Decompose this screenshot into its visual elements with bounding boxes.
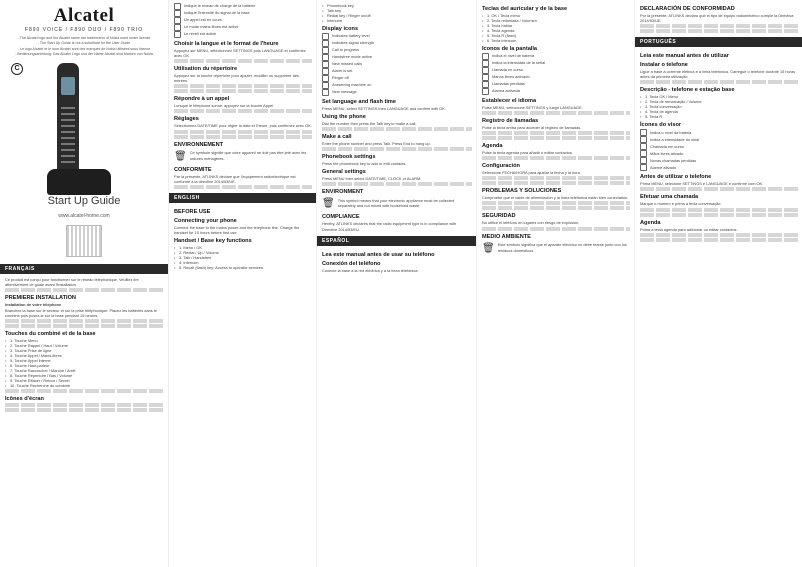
text-line	[482, 201, 630, 205]
text-line	[5, 288, 163, 292]
section-title: Registro de llamadas	[482, 118, 539, 125]
section-text: Press the phonebook key to add or edit contacts.	[322, 161, 407, 167]
section-title: Lea este manual antes de usar su teléfono	[322, 251, 435, 258]
section-title: Descrição - telefone e estação base	[640, 87, 735, 94]
icon-legend-row	[174, 10, 312, 17]
section-text: This symbol means that your electronic appliance must be collected separately and not mixed with household waste.	[337, 198, 455, 209]
speaker-icon	[640, 150, 647, 157]
text-line	[5, 408, 163, 412]
section-text: Seleccione FECHA/HORA para ajustar la fecha y la hora.	[482, 170, 581, 176]
base-illustration	[47, 169, 111, 195]
icon-description: Novas chamadas perdidas	[650, 157, 697, 163]
section-title: Agenda	[640, 219, 661, 226]
icon-legend-row	[482, 74, 630, 81]
icon-description: Answering machine on	[332, 82, 372, 88]
list-item: • Phonebook key	[322, 3, 472, 8]
section-title: ENVIRONMENT	[322, 189, 364, 196]
list-item: • 4. Touche Appel / Mains-libres	[5, 353, 163, 358]
recycle-bin-icon: 🗑	[174, 150, 187, 162]
icon-legend-row	[482, 88, 630, 95]
list-item: • 4. Tecla agenda	[482, 28, 630, 33]
section-text: Conecte la base a la red eléctrica y a la línea telefónica.	[322, 267, 419, 273]
phone-icon	[482, 67, 489, 74]
phone-icon	[640, 143, 647, 150]
list-item: • 2. Redial / Up / Volume	[174, 250, 312, 255]
text-line	[482, 156, 630, 160]
list-item: • 6. Touche Haut-parleur	[5, 363, 163, 368]
model-names: F890 VOICE / F890 DUO / F890 TRIO	[24, 27, 144, 33]
missed-call-icon	[640, 157, 647, 164]
icon-legend-row	[640, 143, 798, 150]
message-icon	[322, 89, 329, 96]
icon-description: Le réveil est activé	[184, 31, 217, 37]
website-url[interactable]: www.alcatel-home.com	[58, 212, 110, 219]
language-band-spanish: ESPAÑOL	[317, 236, 477, 246]
list-item: • 10. Touche Recherche du combiné	[5, 383, 163, 388]
text-line	[174, 135, 312, 139]
column-french-english	[168, 0, 317, 567]
icon-description: Indicates battery level	[332, 33, 370, 39]
section-text: Press MENU, select SETTINGS then LANGUAGE and confirm with OK.	[322, 106, 446, 111]
icon-description: Indique le niveau de charge de la batterie	[184, 3, 256, 9]
section-title: Touches du combiné et de la base	[5, 331, 96, 338]
list-item: • 3. Tecla hablar	[482, 23, 630, 28]
section-title: PREMIERE INSTALLATION	[5, 294, 76, 301]
missed-call-icon	[482, 81, 489, 88]
intro-text: Ce produit est conçu pour fonctionner sur le réseau téléphonique. Veuillez lire attentivement ce guide avant l'installation.	[5, 276, 139, 287]
section-text: Marque o número e prima a tecla conversação.	[640, 201, 722, 207]
section-text: Par la présente, ATLINKS déclare que l'équipement radioélectrique est conforme à la directive 2014/53/UE.	[174, 173, 296, 184]
language-band-portuguese: PORTUGUÊS	[635, 37, 802, 47]
list-item: • 2. Tecla de remarcação / Volume	[640, 99, 798, 104]
list-item: • Redial key / Ringer on/off	[322, 13, 472, 18]
icon-legend-row	[322, 89, 472, 96]
icon-description: Alarma activada	[492, 88, 520, 94]
answering-machine-icon	[322, 82, 329, 89]
text-line	[174, 59, 312, 63]
language-band-english: ENGLISH	[169, 193, 317, 203]
icon-description: Handsfree mode active	[332, 54, 373, 60]
section-title: COMPLIANCE	[322, 214, 360, 221]
text-line	[640, 187, 798, 191]
section-text: Connect the base to the mains power and the telephone line. Charge the handset for 15 hours before first use.	[174, 224, 300, 235]
icon-description: Mãos livres ativado	[650, 150, 684, 156]
text-line	[174, 185, 312, 189]
section-text: Dial the number then press the Talk key to make a call.	[322, 121, 417, 127]
section-title: Iconos de la pantalla	[482, 46, 538, 52]
section-text: Pulse la tecla agenda para añadir o editar contactos.	[482, 150, 573, 156]
section-title: Using the phone	[322, 114, 366, 121]
section-text: Prima MENU, selecione SETTINGS e LANGUAGE e confirme com OK.	[640, 181, 764, 187]
list-item: • 3. Touche Prise de ligne	[5, 348, 163, 353]
text-line	[640, 29, 798, 33]
list-item: • 5. Touche Appel interne	[5, 358, 163, 363]
legal-blurb: - Le logo Alcatel et le nom Alcatel sont des marques de Nokia utilisées sous licence	[17, 46, 151, 51]
section-title: BEFORE USE	[174, 208, 211, 215]
section-title: MEDIO AMBIENTE	[482, 233, 531, 240]
text-line	[174, 109, 312, 113]
section-title: Phonebook settings	[322, 154, 376, 161]
section-title: SEGURIDAD	[482, 213, 516, 220]
section-text: Press MENU then select DATE/TIME, CLOCK or ALARM.	[322, 176, 422, 182]
section-text: Hereby, ATLINKS declares that the radio equipment type is in compliance with Directive 2014/53/EU.	[322, 221, 457, 232]
section-text: Sélectionnez DATE/TIME pour régler la date et l'heure, puis confirmez avec OK.	[174, 123, 312, 129]
section-title: Make a call	[322, 134, 352, 141]
speaker-icon	[174, 24, 181, 31]
text-line	[640, 238, 798, 242]
icon-description: Indicates signal strength	[332, 40, 374, 46]
battery-icon	[174, 3, 181, 10]
text-line	[482, 131, 630, 135]
recycling-note	[482, 241, 630, 256]
text-line	[640, 208, 798, 212]
phone-icon	[174, 17, 181, 24]
icon-description: Chamada em curso	[650, 143, 684, 149]
battery-icon	[482, 53, 489, 60]
icon-legend-row	[322, 68, 472, 75]
text-line	[174, 89, 312, 93]
text-line	[174, 84, 312, 88]
guide-title: Start Up Guide	[47, 194, 121, 207]
ce-mark-icon: C	[11, 63, 23, 75]
text-line	[482, 136, 630, 140]
list-item: • 7. Touche Raccrocher / Marche / Arrêt	[5, 368, 163, 373]
text-line	[482, 227, 630, 231]
icon-description: Call in progress	[332, 47, 360, 53]
icon-legend-row	[322, 61, 472, 68]
section-title: Teclas del auricular y de la base	[482, 6, 568, 12]
section-title: Répondre à un appel	[174, 96, 230, 103]
section-title: Set language and flash time	[322, 99, 396, 105]
section-title: Choisir la langue et le format de l'heure	[174, 41, 279, 47]
icon-description: Manos libres activado	[492, 74, 530, 80]
section-text: Ce symbole signifie que votre appareil ne doit pas être jeté avec les ordures ménagères.	[189, 150, 307, 161]
icon-legend-row	[174, 3, 312, 10]
icon-description: Indica la intensidad de la señal	[492, 60, 546, 66]
legal-blurb: - Bedienungsanleitung: Das Alcatel Logo und der Name Alcatel sind Marken von Nokia	[15, 52, 153, 57]
icon-legend-row	[322, 82, 472, 89]
list-item: • 2. Touche Rappel / Haut / Volume	[5, 343, 163, 348]
icon-legend-row	[640, 164, 798, 171]
icon-legend-row	[640, 150, 798, 157]
list-item: • Intercom	[322, 18, 472, 23]
list-item: • 4. Intercom	[174, 260, 312, 265]
icon-description: Le mode mains libres est activé	[184, 24, 239, 30]
text-line	[640, 213, 798, 217]
section-text: Lorsque le téléphone sonne, appuyez sur la touche Appel.	[174, 103, 275, 109]
icon-description: New missed calls	[332, 61, 363, 67]
list-item: • 4. Tecla de agenda	[640, 109, 798, 114]
section-title: Configuración	[482, 163, 520, 170]
icon-legend-row	[640, 136, 798, 143]
list-item: • 2. Tecla rellamada / Volumen	[482, 18, 630, 23]
section-title: Leia este manual antes de utilizar	[640, 53, 729, 60]
text-line	[322, 147, 472, 151]
text-line	[640, 24, 798, 28]
list-item: • 1. OK / Tecla menú	[482, 13, 630, 18]
icon-legend-row	[322, 40, 472, 47]
text-line	[482, 111, 630, 115]
list-item: • 1. Touche Menu	[5, 338, 163, 343]
text-line	[640, 233, 798, 237]
alarm-icon	[322, 68, 329, 75]
icon-description: Indique l'intensité du signal de la base	[184, 10, 250, 16]
icon-description: Alarme ativado	[650, 164, 676, 170]
alarm-icon	[640, 164, 647, 171]
icon-legend-row	[482, 67, 630, 74]
text-line	[5, 403, 163, 407]
icon-legend-row	[482, 53, 630, 60]
section-title: Utilisation du répertoire	[174, 66, 238, 73]
section-title: Display icons	[322, 26, 359, 32]
section-text: Pulse MENU, seleccione SETTINGS y luego LANGUAGE.	[482, 105, 583, 110]
list-item: • 5. Tecla R	[640, 114, 798, 119]
speaker-icon	[322, 54, 329, 61]
text-line	[482, 206, 630, 210]
section-title: Antes de utilizar o telefone	[640, 174, 712, 181]
icon-description: New message	[332, 89, 357, 95]
text-line	[640, 80, 798, 84]
text-line	[482, 181, 630, 185]
section-text: Appuyez sur la touche répertoire pour ajouter, modifier ou supprimer des entrées.	[174, 73, 299, 84]
handset-screen	[61, 77, 75, 95]
missed-call-icon	[322, 61, 329, 68]
language-band-french: FRANÇAIS	[0, 264, 168, 274]
recycling-note	[322, 196, 472, 211]
section-text: No utilice el teléfono en lugares con riesgo de explosión.	[482, 220, 580, 226]
signal-icon	[322, 40, 329, 47]
product-image	[5, 61, 163, 211]
text-line	[322, 127, 472, 131]
list-item: • 5. Recall (flash) key: Access to operator services	[174, 265, 312, 270]
text-line	[5, 389, 163, 393]
battery-icon	[322, 33, 329, 40]
section-title: Réglages	[174, 116, 199, 123]
icon-description: Un appel est en cours	[184, 17, 222, 23]
section-title: CONFORMITE	[174, 166, 212, 173]
section-subtitle: Conexión del teléfono	[322, 260, 381, 267]
section-title: ENVIRONNEMENT	[174, 141, 224, 148]
icon-legend-row	[174, 31, 312, 38]
list-item: • 3. Tecla conversação	[640, 104, 798, 109]
column-spanish	[476, 0, 635, 567]
icon-legend-row	[322, 54, 472, 61]
brand-logo: Alcatel	[53, 5, 115, 26]
alarm-icon	[174, 31, 181, 38]
qr-code-icon	[66, 225, 102, 257]
list-item: • 6. Tecla intercom	[482, 38, 630, 43]
section-title: Icônes d'écran	[5, 396, 44, 403]
list-item: • 8. Touche Répertoire / Bas / Volume	[5, 373, 163, 378]
recycle-bin-icon: 🗑	[322, 198, 335, 210]
section-title: Handset / Base key functions	[174, 237, 252, 244]
icon-description: Alarm is set	[332, 68, 353, 74]
list-item: • 3. Talk / Handsfree	[174, 255, 312, 260]
list-item: • 1. Menu / OK	[174, 245, 312, 250]
icon-description: Indica a intensidade do sinal	[650, 136, 700, 142]
section-text: Enter the phone number and press Talk. Press End to hang up.	[322, 141, 431, 147]
section-subtitle: Installation de votre téléphone	[5, 301, 62, 307]
legal-blurb: - The Alcatel logo and the Alcatel name are trademarks of Nokia used under license	[17, 36, 151, 40]
section-title: PROBLEMAS Y SOLUCIONES	[482, 188, 562, 195]
section-text: Pulse la tecla arriba para acceder al registro de llamadas.	[482, 125, 582, 131]
text-line	[5, 319, 163, 323]
icon-legend-row	[174, 17, 312, 24]
icon-legend-row	[640, 129, 798, 136]
icon-description: Indica el nivel de batería	[492, 53, 535, 59]
section-text: Por la presente, ATLINKS declara que el tipo de equipo radioeléctrico cumple la Directiva 2014/53/UE.	[640, 13, 794, 24]
list-item: • Talk key	[322, 8, 472, 13]
legal-blurb: - The Start Up Guide is not a substitute for the User Guide	[37, 41, 131, 46]
icon-legend-row	[640, 157, 798, 164]
section-subtitle: Instalar o telefone	[640, 62, 688, 69]
section-text: Branchez la base sur le secteur et sur la prise téléphonique. Placez les batteries dans le combiné puis posez-le sur la base pendant 15 heures.	[5, 307, 157, 318]
section-title: DECLARACIÓN DE CONFORMIDAD	[640, 6, 735, 12]
section-text: Este símbolo significa que el aparato eléctrico no debe tirarse junto con los residuos domésticos.	[497, 242, 627, 253]
column-spanish-portuguese	[634, 0, 802, 567]
section-title: Ícones do visor	[640, 122, 682, 129]
ringer-off-icon	[322, 75, 329, 82]
section-title: Establecer el idioma	[482, 98, 537, 104]
speaker-icon	[482, 74, 489, 81]
icon-legend-row	[482, 60, 630, 67]
section-text: Appuyez sur MENU, sélectionnez SETTINGS puis LANGUAGE et confirmez avec OK.	[174, 48, 306, 59]
icon-legend-row	[322, 75, 472, 82]
icon-description: Llamada en curso	[492, 67, 523, 73]
icon-description: Indica o nível da bateria	[650, 129, 692, 135]
handset-keypad	[61, 103, 75, 163]
column-english-spanish	[316, 0, 477, 567]
text-line	[5, 324, 163, 328]
text-line	[322, 182, 472, 186]
phone-icon	[322, 47, 329, 54]
section-subtitle: Connecting your phone	[174, 217, 237, 224]
battery-icon	[640, 129, 647, 136]
icon-legend-row	[322, 33, 472, 40]
section-title: Agenda	[482, 143, 503, 150]
icon-legend-row	[482, 81, 630, 88]
section-text: Prima a tecla agenda para adicionar ou editar contactos.	[640, 226, 738, 232]
recycling-note	[174, 149, 312, 164]
list-item: • 5. Tecla R (flash)	[482, 33, 630, 38]
list-item: • 1. Tecla OK / Menu	[640, 94, 798, 99]
icon-description: Llamadas perdidas	[492, 81, 525, 87]
list-item: • 9. Touche Effacer / Retour / Secret	[5, 378, 163, 383]
signal-icon	[482, 60, 489, 67]
text-line	[482, 176, 630, 180]
alarm-icon	[482, 88, 489, 95]
signal-icon	[640, 136, 647, 143]
section-title: General settings	[322, 169, 366, 176]
column-cover	[0, 0, 168, 567]
section-text: Ligue a base à corrente elétrica e à linha telefónica. Carregue o telefone durante 15 horas antes da primeira utilização.	[640, 69, 796, 80]
signal-icon	[174, 10, 181, 17]
section-title: Efetuar uma chamada	[640, 194, 699, 201]
recycle-bin-icon: 🗑	[482, 242, 495, 254]
icon-legend-row	[174, 24, 312, 31]
icon-legend-row	[322, 47, 472, 54]
section-text: Compruebe que el cable de alimentación y la línea telefónica están bien conectados.	[482, 195, 629, 201]
text-line	[174, 130, 312, 134]
handset-illustration	[57, 63, 79, 181]
icon-description: Ringer off	[332, 75, 349, 81]
